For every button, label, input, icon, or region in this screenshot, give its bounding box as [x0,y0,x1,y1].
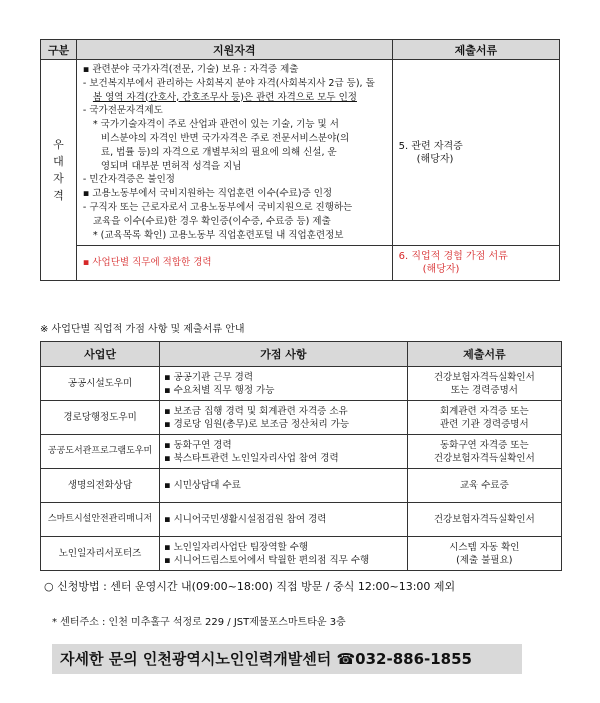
qualification-cell: ▪ 관련분야 국가자격(전문, 기술) 보유 : 자격증 제출 - 보건복지부에서 관리하는 사회복지 분야 자격(사회복지사 2급 등), 돌 봄 영역 자격(간호사, 간호조무사 등)은 관련 자격으로 모두 인정 - 국가전문자격제도 * 국가기술자격이 주로 산업과 관련이 있는 기술, 기능 및 서 비스분야의 자격인 반면 국가자격은 주로 전문서비스분야(의 료, 법률 등)의 자격으로 개별부처의 필요에 의해 신설, 운 영되며 대부분 면허적 성격을 지님 - 민간자격증은 불인정 ▪ 고용노동부에서 국비지원하는 직업훈련 이수(수료)증 인정 - 구직자 또는 근로자로서 고용노동부에서 국비지원으로 진행하는 교육을 이수(수료)한 경우 확인증(이수증, 수료증 등) 제출 * (교육목록 확인) 고용노동부 직업훈련포털 내 직업훈련정보 [76,60,392,246]
bonus-points-table [40,341,562,571]
header-points: 가점 사항 [160,342,408,367]
table-row: 생명의전화상담 ▪ 시민상담대 수료 교육 수료증 [41,469,562,503]
header-category: 구분 [41,40,77,60]
career-cell: ▪ 사업단별 직무에 적합한 경력 [76,246,392,281]
career-documents-cell: 6. 직업적 경험 가점 서류 (해당자) [392,246,559,281]
qualification-table [40,39,560,281]
documents-cell: 5. 관련 자격증 (해당자) [392,60,559,246]
header-docs: 제출서류 [407,342,561,367]
table-row: 스마트시설안전관리매니저 ▪ 시니어국민생활시설점검원 참여 경력 건강보험자격득실확인서 [41,503,562,537]
contact-banner: 자세한 문의 인천광역시노인인력개발센터 ☎032-886-1855 [52,644,522,674]
header-qualification: 지원자격 [76,40,392,60]
table-row: 경로당행정도우미 ▪ 보조금 집행 경력 및 회계관련 자격증 소유 ▪ 경로당 임원(총무)로 보조금 정산처리 가능 회계관련 자격증 또는 관련 기관 경력증명서 [41,401,562,435]
guide-note: ※ 사업단별 직업적 가점 사항 및 제출서류 안내 [40,324,245,335]
category-cell: 우 대 자 격 [41,60,77,281]
application-method: ○ 신청방법 : 센터 운영시간 내(09:00~18:00) 직접 방문 / 중식 12:00~13:00 제외 [44,580,456,593]
header-documents: 제출서류 [392,40,559,60]
table-row: 공공도서관프로그램도우미 ▪ 동화구연 경력 ▪ 북스타트관련 노인일자리사업 참여 경력 동화구연 자격증 또는 건강보험자격득실확인서 [41,435,562,469]
header-project: 사업단 [41,342,160,367]
center-address: * 센터주소 : 인천 미추홀구 석정로 229 / JST제물포스마트타운 3층 [52,617,346,628]
table-row: 공공시설도우미 ▪ 공공기관 근무 경력 ▪ 수요처별 직무 행정 가능 건강보험자격득실확인서 또는 경력증명서 [41,367,562,401]
table-row: 노인일자리서포터즈 ▪ 노인일자리사업단 팀장역할 수행 ▪ 시니어드림스토어에서 탁월한 편의점 직무 수행 시스템 자동 확인 (제출 불필요) [41,537,562,571]
